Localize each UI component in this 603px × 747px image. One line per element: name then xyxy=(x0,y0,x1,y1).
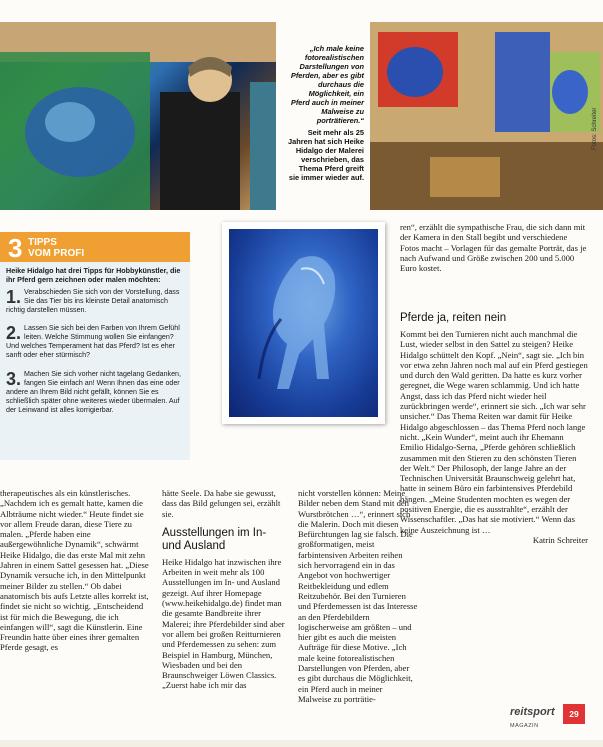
photo-studio xyxy=(370,22,603,210)
bottom-edge xyxy=(0,740,603,747)
tip-text: Lassen Sie sich bei den Farben von Ihrem Gefühl leiten. Welche Stimmung wollen Sie einfangen? Und welches Temperament hat das Pferd? Ist es eher sanft oder eher stürmisch? xyxy=(6,324,180,359)
heading-pferde-ja: Pferde ja, reiten nein xyxy=(400,312,507,324)
magazine-sub: MAGAZIN xyxy=(510,723,539,729)
tip-number: 1. xyxy=(6,287,22,307)
tips-box xyxy=(0,232,190,460)
photo-caption: Seit mehr als 25 Jahren hat sich Heike Hidalgo der Malerei verschrieben, das Thema Pferd greift sie immer wieder auf. xyxy=(288,128,364,182)
tip-text: Machen Sie sich vorher nicht tagelang Gedanken, fangen Sie einfach an! Wenn Ihnen das eine oder andere an Ihrem Bild nicht gefällt, können Sie es schließlich später ohne weiteres wieder übermalen. Auf der Leinwand ist alles korrigierbar. xyxy=(6,370,181,414)
magazine-brand: reitsport xyxy=(510,706,555,718)
photo-quote: „Ich male keine fotorealistischen Darstellungen von Pferden, aber es gibt durchaus die Möglichkeit, ein Pferd auch in meiner Malweise zu porträtieren.“ xyxy=(290,44,364,125)
painting-canvas xyxy=(229,229,378,417)
right-column xyxy=(400,312,588,545)
right-top-paragraph: ren“, erzählt die sympathische Frau, die sich dann mit der Kamera in den Stall begibt und verschiedene Fotos macht – Vorlagen für das gemalte Porträt, das je nach Aufwand und Größe zwischen 200 und 5.000 Euro kostet. xyxy=(400,222,587,274)
tips-title-line1: TIPPS xyxy=(28,237,57,248)
horse-painting xyxy=(222,222,385,424)
tips-header xyxy=(0,232,190,262)
column-2-body: Heike Hidalgo hat inzwischen ihre Arbeiten in weit mehr als 100 Ausstellungen im In- und Ausland gezeigt. Auf ihrer Homepage (www.heikehidalgo.de) findet man die gesamte Bandbreite ihrer Malerei; ihre Pferdebilder sind aber vor allem bei großen Reitturnieren und Pferdemessen zu sehen: zum Beispiel in Hamburg, München, Wiesbaden und bei den Braunschweiger Löwen Classics. „Zuerst habe ich mir das xyxy=(162,556,285,691)
column-1: therapeutisches als ein künstlerisches. „Nachdem ich es gemalt hatte, kamen die Albträume nicht wieder.“ Heute findet sie vor allem Freude daran, diese Tiere zu malen. „Pferde haben eine außergewöhnliche Dynamik“, schwärmt Heike Hidalgo, die das erste Mal mit zehn Jahren in einem Sattel gesessen hat. „Diese Dynamik versuche ich, in den Mittelpunkt meiner Bilder zu stellen.“ Ob dabei anatomisch bis aufs Letzte alles korrekt ist, findet sie nicht so wichtig. „Entscheidend ist für mich die Bewegung, die ich einfangen will“, sagt die Künstlerin. Eine Freundin hatte über eines ihrer gemalten Pferde gesagt, es xyxy=(0,488,149,653)
artist-photo-illustration xyxy=(0,22,276,210)
right-body-text: Kommt bei den Turnieren nicht auch manchmal die Lust, wieder selbst in den Sattel zu steigen? Heike Hidalgo schüttelt den Kopf. „Nein“, sagt sie. „Ich bin vor etwa zehn Jahren noch mal auf ein Pferd gestiegen und durch den Wald geritten. Da hatte es kurz vorher geregnet, die Wege waren schlammig. Und ich hatte Angst, dass ich das Pferd nicht wieder heil zurückbringen werde“, erinnert sie sich. „Ich war sehr unsicher.“ Das Thema Reiten war damit für Heike Hidalgo abgeschlossen – das Thema Pferd noch lange nicht. „Kein Wunder“, meint auch ihr Ehemann Emilio Hidalgo-Serna, „Pferde gehören schließlich zusammen mit den Stieren zu den schönsten Tieren der Welt.“ Der Philosoph, der lange Jahre an der Technischen Universität Braunschweig gelehrt hat, hatte in seinem Büro ein farbintensives Pferdebild hängen. „Meine Studenten mochten es wegen der positiven Energie, die es ausstrahlte“, erzählt der Wissenschaftler. „Das hat sie motiviert.“ Wenn das keine Auszeichnung ist … xyxy=(400,329,588,535)
tip-item-2 xyxy=(6,324,186,360)
tip-text: Verabschieden Sie sich von der Vorstellung, dass Sie das Tier bis ins kleinste Detail anatomisch richtig darstellen müssen. xyxy=(6,288,180,314)
tip-item-3 xyxy=(6,370,186,415)
column-3: nicht vorstellen können: Meine Bilder neben dem Stand mit den Wurstbrötchen …“, erinnert sich die Malerin. Doch mit diesen Befürchtungen lag sie falsch. Die großformatigen, meist farbintensiven Arbeiten reihen sich hervorragend ein in das Angebot von hochwertiger Reitbekleidung und edlem Reitzubehör. Bei den Turnieren und Pferdemessen ist das Interesse an den Pferdebildern logischerweise am größten – und hier gibt es auch die meisten Aufträge für diese Motive. „Ich male keine fotorealistischen Darstellungen von Pferden, aber es gibt durchaus die Möglichkeit, ein Pferd auch in meiner Malweise zu porträtie- xyxy=(298,488,418,704)
studio-photo-illustration xyxy=(370,22,603,210)
horse-figure xyxy=(229,229,378,417)
photo-credit: Fotos: Schreiter xyxy=(592,107,598,150)
tip-number: 2. xyxy=(6,323,22,343)
tip-item-1 xyxy=(6,288,186,315)
page-number: 29 xyxy=(563,704,585,724)
tip-number: 3. xyxy=(6,369,22,389)
heading-ausstellungen: Ausstellungen im In- und Ausland xyxy=(162,526,267,552)
tips-intro: Heike Hidalgo hat drei Tipps für Hobbykünstler, die ihr Pferd gern zeichnen oder malen möchten: xyxy=(6,266,181,284)
magazine-logo xyxy=(510,706,555,730)
column-2 xyxy=(162,488,287,691)
photo-artist-painting xyxy=(0,22,276,210)
column-2-top: hätte Seele. Da habe sie gewusst, dass das Bild gelungen sei, erzählt sie. xyxy=(162,488,281,519)
tips-title-line2: VOM PROFI xyxy=(28,248,85,259)
author-signature: Katrin Schreiter xyxy=(532,534,588,545)
tips-title xyxy=(28,237,84,259)
tips-number: 3 xyxy=(8,233,23,263)
